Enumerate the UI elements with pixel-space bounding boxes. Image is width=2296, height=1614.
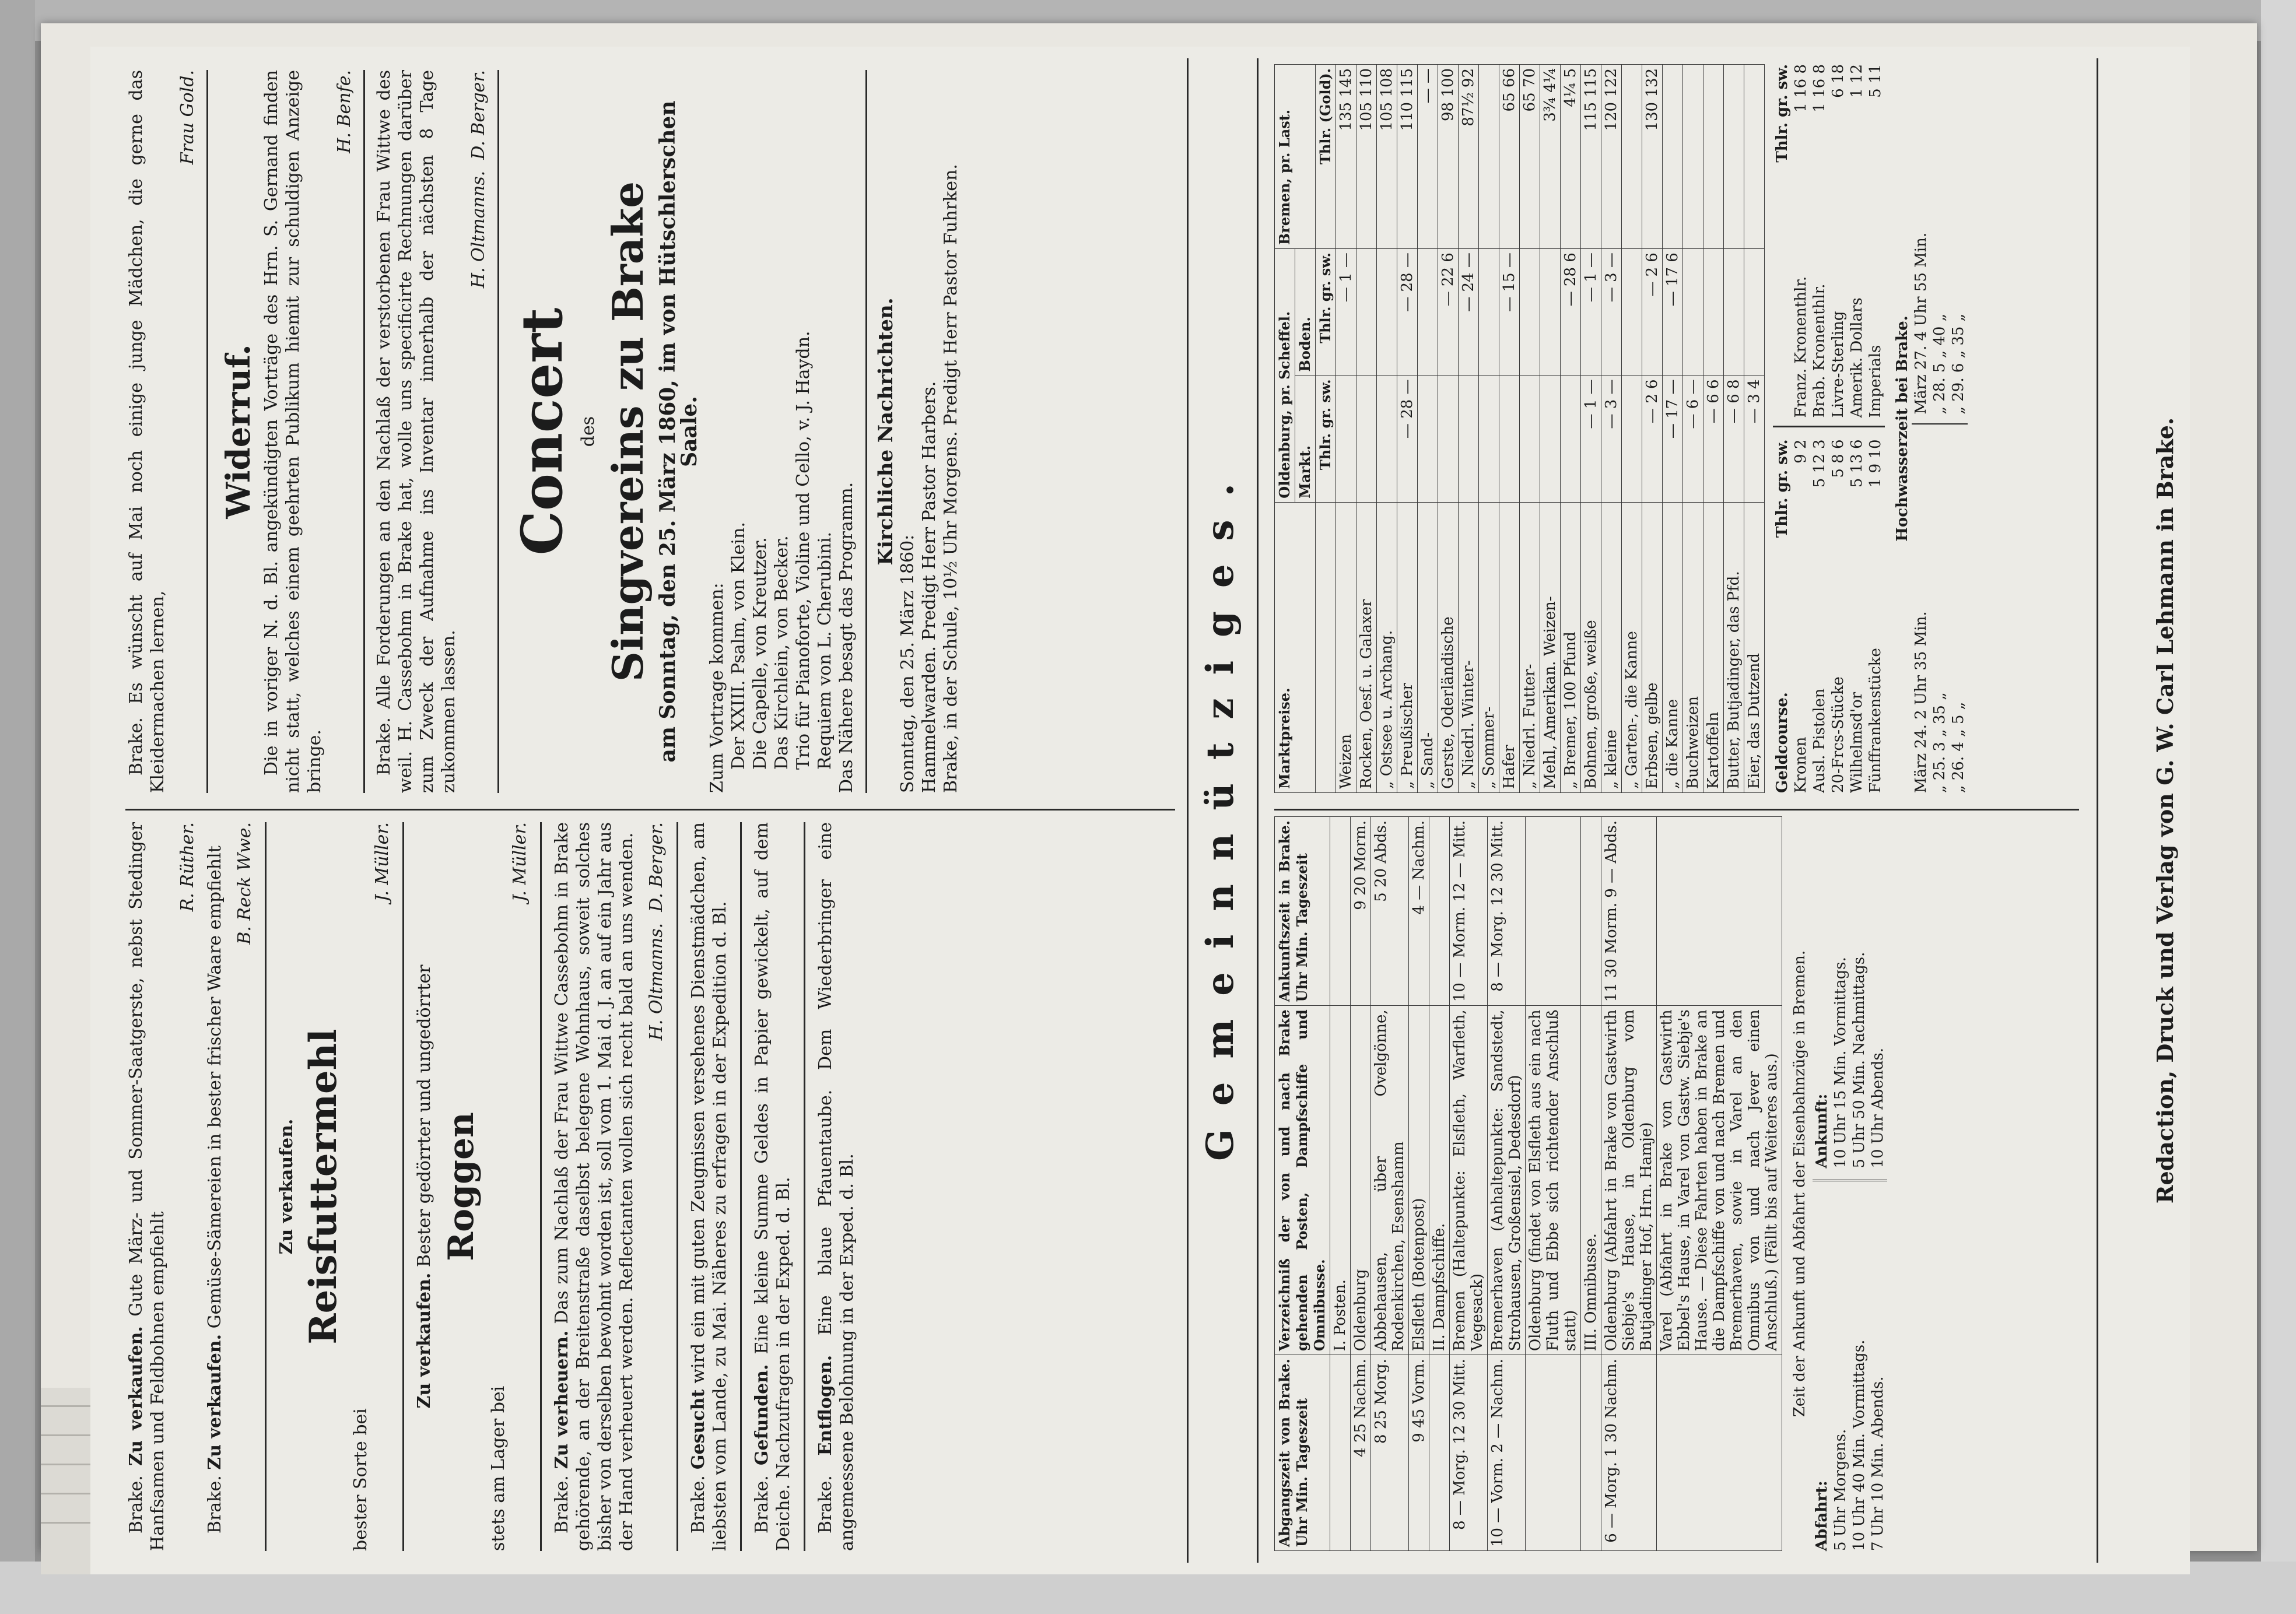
price-boden: — 28 6 <box>1561 249 1581 376</box>
posts-table <box>1274 816 1782 1551</box>
price-bremen: 130 132 <box>1642 65 1663 249</box>
divider <box>540 822 542 1551</box>
route-name: Elsfleth (Botenpost) <box>1409 1006 1429 1355</box>
currency-name: Amerik. Dollars <box>1848 297 1866 418</box>
currency-rate: 1 16 8 <box>1811 64 1828 113</box>
table-row <box>1499 65 1520 793</box>
arrival-time: 9 20 Morm. <box>1351 817 1371 1006</box>
ad-verheuern: Brake. Zu verheuern. Das zum Nachlaß der Frau Wittwe Cassebohm in Brake gehörende, an der Breitenstraße daselbst belegene Wohnhaus, soweit solches bisher von derselben bewohnt worden ist, soll vom 1. Mai d. J. an auf ein Jahr aus der Hand verheuert werden. Reflectanten wollen sich recht bald an uns wenden. <box>552 822 637 1551</box>
price-markt: — 3 — <box>1601 376 1622 502</box>
price-boden: — 17 6 <box>1663 249 1683 376</box>
money-title: Geldcourse. Thlr. gr. sw. <box>1773 439 1791 793</box>
price-bremen: 105 108 <box>1377 65 1397 249</box>
commodity-name: „ Preußischer <box>1397 502 1418 792</box>
arrival-time <box>1429 817 1450 1006</box>
currency-rate: 5 13 6 <box>1848 439 1866 488</box>
commodity-name: „ Bremer, 100 Pfund <box>1561 502 1581 792</box>
route-name: I. Posten. <box>1330 1006 1351 1355</box>
rail-dep-label: Abfahrt: <box>1813 1480 1831 1551</box>
price-markt <box>1438 376 1459 502</box>
widerruf-body: Die in voriger N. d. Bl. angekündigten Vorträge des Hrn. S. Gernand finden nicht statt, welches einem geehrten Publikum hiemit zur schuldigen Anzeige bringe. <box>261 70 325 793</box>
commodity-name: Kartoffeln <box>1703 502 1724 792</box>
currency-name: Franz. Kronenthlr. <box>1792 276 1810 418</box>
price-boden: — 22 6 <box>1438 249 1459 376</box>
list-item <box>1866 64 1885 418</box>
currency-rate: 5 11 <box>1867 64 1884 98</box>
currency-rate: 5 12 3 <box>1811 439 1828 488</box>
price-bremen: 3¾ 4¼ <box>1540 65 1561 249</box>
price-markt <box>1561 376 1581 502</box>
departure-time <box>1526 1355 1581 1551</box>
column-rule <box>125 809 1175 810</box>
currency-rate: 9 2 <box>1792 439 1810 464</box>
price-bremen <box>1479 65 1499 249</box>
currency-rate: 1 16 8 <box>1792 64 1810 113</box>
gemeinnuetziges-heading: Gemeinnütziges. <box>1198 460 1242 1161</box>
table-row <box>1336 65 1356 793</box>
church-title: Kirchliche Nachrichten. <box>874 297 898 566</box>
currency-rate: 1 9 10 <box>1867 439 1884 488</box>
price-boden <box>1724 249 1744 376</box>
table-row <box>1438 65 1459 793</box>
money-left <box>1773 440 1885 794</box>
table-row <box>1601 65 1622 793</box>
currency-name: Ausl. Pistolen <box>1811 688 1828 793</box>
tides-right <box>1912 64 1968 426</box>
money-section <box>1773 64 1885 793</box>
ad-roggen-item: Roggen <box>441 1112 482 1261</box>
price-boden <box>1744 249 1765 376</box>
route-name: Varel (Abfahrt in Brake von Gastwirth Ebbel's Hause, in Varel von Gastw. Siebje's Hause. — Diese Fahrten haben in Brake an die Dampfschiffe von und nach Bremen und Bremerhaven, sowie in Varel an den Omnibus von und nach Jever einen Anschluß.) (Fällt bis auf Weiteres aus.) <box>1657 1006 1782 1355</box>
table-row <box>1581 65 1601 793</box>
price-bremen <box>1683 65 1703 249</box>
column-rule <box>1274 809 2079 810</box>
price-boden: — 2 6 <box>1642 249 1663 376</box>
markets-section <box>1274 64 1968 793</box>
money-units: Thlr. gr. sw. <box>1773 64 1791 163</box>
rail-time: 10 Uhr 40 Min. Vormittags. <box>1850 1339 1868 1551</box>
price-markt <box>1499 376 1520 502</box>
colophon: Redaction, Druck und Verlag von G. W. Carl Lehmann in Brake. <box>2152 417 2178 1204</box>
price-markt: — 6 8 <box>1724 376 1744 502</box>
departure-time: 6 — Morg. 1 30 Nachm. <box>1601 1355 1657 1551</box>
table-row <box>1488 817 1526 1551</box>
arrival-time: 8 — Morg. 12 30 Mitt. <box>1488 817 1526 1006</box>
price-markt: — 3 4 <box>1744 376 1765 502</box>
departure-time: 9 45 Vorm. <box>1409 1355 1429 1551</box>
newspaper-page <box>90 47 2190 1574</box>
concert-des: des <box>578 416 598 447</box>
table-row <box>1703 65 1724 793</box>
table-row <box>1581 817 1601 1551</box>
table-row <box>1642 65 1663 793</box>
ad-roggen-intro: Zu verkaufen. Bester gedörrter und ungedörrter <box>414 964 434 1409</box>
tide-row: „ 26. 4 „ 5 „ <box>1950 701 1967 793</box>
rail-time: 5 Uhr Morgens. <box>1832 1429 1849 1551</box>
price-bremen <box>1622 65 1642 249</box>
rail-time: 5 Uhr 50 Min. Nachmittags. <box>1850 952 1868 1169</box>
commodity-name: Erbsen, gelbe <box>1642 502 1663 792</box>
price-boden <box>1683 249 1703 376</box>
table-row <box>1377 65 1397 793</box>
section-rule <box>1187 58 1189 1563</box>
price-boden <box>1703 249 1724 376</box>
price-bremen <box>1703 65 1724 249</box>
price-bremen: 120 122 <box>1601 65 1622 249</box>
list-item <box>1792 440 1810 794</box>
markets-title: Marktpreise. <box>1275 502 1316 792</box>
rail-times <box>1813 816 1887 1551</box>
route-name: Abbehausen, über Ovelgönne, Rodenkirchen, Esenshamm <box>1371 1006 1409 1355</box>
scan-border-left <box>0 0 35 1614</box>
table-row <box>1351 817 1371 1551</box>
price-bremen: — — <box>1418 65 1438 249</box>
rail-arrivals <box>1813 816 1887 1182</box>
ad-signature: B. Reck Wwe. <box>234 822 255 945</box>
price-bremen: 65 66 <box>1499 65 1520 249</box>
table-row <box>1356 65 1377 793</box>
price-bremen: 98 100 <box>1438 65 1459 249</box>
section-rule <box>1257 58 1259 1563</box>
divider <box>363 70 365 793</box>
table-row <box>1450 817 1488 1551</box>
markets-units: Thlr. gr. sw. <box>1316 376 1336 502</box>
price-bremen: 110 115 <box>1397 65 1418 249</box>
divider <box>497 70 499 793</box>
route-name: Oldenburg <box>1351 1006 1371 1355</box>
ad-gesucht: Brake. Gesucht wird ein mit guten Zeugnissen versehenes Dienstmädchen, am liebsten vom Lande, zu Mai. Näheres zu erfragen in der Expedition d. Bl. <box>688 822 730 1551</box>
price-boden <box>1520 249 1540 376</box>
price-bremen <box>1744 65 1765 249</box>
arrival-time: 5 20 Abds. <box>1371 817 1409 1006</box>
markets-gold-units: Thlr. (Gold). <box>1316 65 1336 249</box>
commodity-name: Bohnen, große, weiße <box>1581 502 1601 792</box>
table-row <box>1561 65 1581 793</box>
ad-signature: J. Müller. <box>510 822 530 902</box>
rail-time: 10 Uhr 15 Min. Vormittags. <box>1832 957 1849 1169</box>
price-boden <box>1356 249 1377 376</box>
markets-oldenburg-head: Oldenburg, pr. Scheffel. <box>1275 249 1295 503</box>
price-markt: — 28 — <box>1397 376 1418 502</box>
price-boden <box>1479 249 1499 376</box>
concert-program <box>728 70 836 793</box>
commodity-name: „ Niedrl. Winter- <box>1459 502 1479 792</box>
table-row <box>1683 65 1703 793</box>
divider <box>265 822 267 1551</box>
tides-left <box>1912 443 1968 794</box>
table-row <box>1371 817 1409 1551</box>
markets-units: Thlr. gr. sw. <box>1316 249 1336 376</box>
commodity-name: „ kleine <box>1601 502 1622 792</box>
table-row <box>1657 817 1782 1551</box>
currency-name: Imperials <box>1867 345 1884 418</box>
ad-saatgerste: Brake. Zu verkaufen. Gute März- und Sommer-Saatgerste, nebst Stedinger Hanfsamen und Feldbohnen empfiehlt <box>126 822 168 1551</box>
ad-roggen-prefix: stets am Lager bei <box>488 1385 509 1551</box>
list-item <box>1810 440 1829 794</box>
tides-table <box>1912 64 1968 793</box>
program-item: Das Kirchlein, von Becker. <box>772 535 792 770</box>
ad-reisfuttermehl-prefix: bester Sorte bei <box>350 1408 371 1551</box>
arrival-time <box>1330 817 1351 1006</box>
price-markt <box>1622 376 1642 502</box>
currency-name: Fünffrankenstücke <box>1867 648 1884 793</box>
ad-gefunden: Brake. Gefunden. Eine kleine Summe Geldes in Papier gewickelt, auf dem Deiche. Nachzufragen in der Exped. d. Bl. <box>752 822 794 1551</box>
list-item <box>1810 64 1829 418</box>
divider <box>206 70 208 793</box>
price-markt <box>1479 376 1499 502</box>
price-bremen: 115 115 <box>1581 65 1601 249</box>
arrival-time: 10 — Morm. 12 — Mitt. <box>1450 817 1488 1006</box>
ad-signature: R. Rüther. <box>177 822 198 912</box>
markets-bremen-head: Bremen, pr. Last. <box>1275 65 1316 249</box>
departure-time: 4 25 Nachm. <box>1351 1355 1371 1551</box>
posts-title: Verzeichniß der von und nach Brake gehenden Posten, Dampfschiffe und Omnibusse. <box>1275 1006 1330 1355</box>
currency-name: Kronen <box>1792 736 1810 793</box>
commodity-name: „ Niedrl. Futter- <box>1520 502 1540 792</box>
price-boden: — 1 — <box>1581 249 1601 376</box>
commodity-name: Weizen <box>1336 502 1356 792</box>
table-row <box>1330 817 1351 1551</box>
price-bremen <box>1724 65 1744 249</box>
commodity-name: „ Sand- <box>1418 502 1438 792</box>
currency-name: Livre-Sterling <box>1829 311 1847 418</box>
money-right <box>1773 64 1885 428</box>
markets-markt-head: Markt. <box>1295 376 1316 502</box>
arrival-time: 4 — Nachm. <box>1409 817 1429 1006</box>
tide-row: März 24. 2 Uhr 35 Min. <box>1912 611 1930 793</box>
notice-kleidermachen: Brake. Es wünscht auf Mai noch einige junge Mädchen, die gerne das Kleidermachen lernen, <box>126 70 168 793</box>
tide-row: März 27. 4 Uhr 55 Min. <box>1912 232 1930 415</box>
program-item: Trio für Pianoforte, Violine und Cello, v. J. Haydn. <box>793 331 814 770</box>
ad-signature: H. Oltmanns. D. Berger. <box>468 70 489 289</box>
ad-reisfuttermehl-title: Zu verkaufen. <box>276 1118 297 1255</box>
markets-boden-head: Boden. <box>1295 249 1316 376</box>
ad-signature: H. Benfe. <box>334 70 355 153</box>
commodity-name: Butter, Butjadinger, das Pfd. <box>1724 502 1744 792</box>
rail-time: 7 Uhr 10 Min. Abends. <box>1869 1376 1887 1551</box>
notice-forderungen: Brake. Alle Forderungen an den Nachlaß der verstorbenen Frau Wittwe des weil. H. Cassebohm in Brake hat, wolle uns specificirte Rechnungen darüber zum Zweck der Aufnahme ins Inventar innerhalb der nächsten 8 Tage zukommen lassen. <box>374 70 459 793</box>
table-row <box>1540 65 1561 793</box>
price-bremen <box>1663 65 1683 249</box>
price-markt: — 2 6 <box>1642 376 1663 502</box>
table-row <box>1459 65 1479 793</box>
program-item: Die Capelle, von Kreutzer. <box>750 537 770 770</box>
scan-border-right <box>2261 0 2296 1614</box>
table-row <box>1520 65 1540 793</box>
table-row <box>1622 65 1642 793</box>
price-boden: — 24 — <box>1459 249 1479 376</box>
divider <box>804 822 805 1551</box>
price-boden: — 1 — <box>1336 249 1356 376</box>
route-name: Oldenburg (Abfahrt in Brake von Gastwirth Siebje's Hause, in Oldenburg vom Butjadinger Hof, Hrn. Hamje) <box>1601 1006 1657 1355</box>
commodity-name: Rocken, Oesf. u. Galaxer <box>1356 502 1377 792</box>
commodity-name: Buchweizen <box>1683 502 1703 792</box>
table-row <box>1418 65 1438 793</box>
route-name: Oldenburg (findet von Elsfleth aus ein nach Fluth und Ebbe sich richtender Anschluß statt) <box>1526 1006 1581 1355</box>
price-markt: — 6 6 <box>1703 376 1724 502</box>
departure-time <box>1330 1355 1351 1551</box>
price-bremen: 65 70 <box>1520 65 1540 249</box>
arrival-time <box>1526 817 1581 1006</box>
church-line: Hammelwarden. Predigt Herr Pastor Harbers. <box>919 381 940 793</box>
arrival-time <box>1657 817 1782 1006</box>
currency-rate: 5 8 6 <box>1829 439 1847 478</box>
price-boden <box>1377 249 1397 376</box>
route-name: II. Dampfschiffe. <box>1429 1006 1450 1355</box>
church-line: Brake, in der Schule, 10½ Uhr Morgens. Predigt Herr Pastor Fuhrken. <box>941 164 961 793</box>
church-line: Sonntag, den 25. März 1860: <box>898 534 918 793</box>
price-bremen: 87½ 92 <box>1459 65 1479 249</box>
table-row <box>1429 817 1450 1551</box>
table-row <box>1397 65 1418 793</box>
widerruf-title: Widerruf. <box>219 344 258 519</box>
price-boden <box>1540 249 1561 376</box>
posts-col-arrival: Ankunftszeit in Brake. Uhr Min. Tageszeit <box>1275 817 1330 1006</box>
currency-name: Brab. Kronenthlr. <box>1811 283 1828 418</box>
price-bremen: 135 145 <box>1336 65 1356 249</box>
price-markt: — 6 — <box>1683 376 1703 502</box>
list-item <box>1848 440 1866 794</box>
concert-note: Das Nähere besagt das Programm. <box>836 482 857 793</box>
rail-title: Zeit der Ankunft und Abfahrt der Eisenbahnzüge in Bremen. <box>1791 950 1808 1417</box>
posts-col-departure: Abgangszeit von Brake. Uhr Min. Tageszeit <box>1275 1355 1330 1551</box>
table-row <box>1479 65 1499 793</box>
commodity-name: „ Garten-, die Kanne <box>1622 502 1642 792</box>
departure-time: 10 — Vorm. 2 — Nachm. <box>1488 1355 1526 1551</box>
rail-arr-label: Ankunft: <box>1813 1093 1831 1169</box>
price-markt: — 17 — <box>1663 376 1683 502</box>
ad-signature: H. Oltmanns. D. Berger. <box>646 822 667 1041</box>
tides-title: Hochwasserzeit bei Brake. <box>1894 315 1911 542</box>
price-markt <box>1377 376 1397 502</box>
ad-entflogen: Brake. Entflogen. Eine blaue Pfauentaube. Dem Wiederbringer eine angemessene Belohnung in der Exped. d. Bl. <box>815 822 857 1551</box>
commodity-name: „ Sommer- <box>1479 502 1499 792</box>
ads-column-left <box>125 822 866 1551</box>
list-item <box>1792 64 1810 418</box>
table-row <box>1724 65 1744 793</box>
arrival-time: 11 30 Morm. 9 — Abds. <box>1601 817 1657 1006</box>
price-markt <box>1418 376 1438 502</box>
colophon-rule <box>2097 58 2098 1563</box>
price-boden: — 3 — <box>1601 249 1622 376</box>
program-item: Der XXIII. Psalm, von Klein. <box>728 522 749 770</box>
commodity-name: Hafer <box>1499 502 1520 792</box>
departure-time <box>1429 1355 1450 1551</box>
currency-name: 20-Frcs-Stücke <box>1829 676 1847 793</box>
ads-column-right <box>125 70 962 793</box>
tide-row: „ 28. 5 „ 40 „ <box>1931 313 1948 415</box>
market-prices-table <box>1274 64 1765 793</box>
commodity-name: Mehl, Amerikan. Weizen- <box>1540 502 1561 792</box>
price-boden <box>1418 249 1438 376</box>
commodity-name: Gerste, Oderländische <box>1438 502 1459 792</box>
concert-title: Concert <box>509 307 575 556</box>
departure-time: 8 — Morg. 12 30 Mitt. <box>1450 1355 1488 1551</box>
table-row <box>1601 817 1657 1551</box>
table-row <box>1526 817 1581 1551</box>
currency-rate: 1 12 <box>1848 64 1866 98</box>
rail-departures <box>1813 1199 1887 1552</box>
divider <box>740 822 742 1551</box>
ad-saemereien: Brake. Zu verkaufen. Gemüse-Sämereien in bester frischer Waare empfiehlt <box>205 845 225 1534</box>
price-markt <box>1459 376 1479 502</box>
divider <box>865 70 867 793</box>
price-boden <box>1622 249 1642 376</box>
price-bremen: 4¼ 5 <box>1561 65 1581 249</box>
departure-time <box>1657 1355 1782 1551</box>
route-name: III. Omnibusse. <box>1581 1006 1601 1355</box>
list-item <box>1829 440 1848 794</box>
list-item <box>1829 64 1848 418</box>
currency-rate: 6 18 <box>1829 64 1847 98</box>
concert-program-intro: Zum Vortrage kommen: <box>707 583 727 793</box>
ad-reisfuttermehl-item: Reisfuttermehl <box>302 1029 345 1345</box>
route-name: Bremen (Haltepunkte: Elsfleth, Warfleth, Vegesack) <box>1450 1006 1488 1355</box>
currency-name: Wilhelmsd'or <box>1848 692 1866 793</box>
divider <box>402 822 404 1551</box>
price-markt <box>1520 376 1540 502</box>
price-markt <box>1540 376 1561 502</box>
ad-signature: J. Müller. <box>372 822 392 902</box>
concert-society: Singvereins zu Brake <box>603 181 653 682</box>
price-bremen: 105 110 <box>1356 65 1377 249</box>
price-markt <box>1336 376 1356 502</box>
departure-time: 8 25 Morg. <box>1371 1355 1409 1551</box>
concert-date: am Sonntag, den 25. März 1860, im von Hütschlerschen Saale. <box>656 100 702 763</box>
table-row <box>1409 817 1429 1551</box>
program-item: Requiem von L. Cherubini. <box>815 531 835 770</box>
price-boden: — 15 — <box>1499 249 1520 376</box>
rail-time: 10 Uhr Abends. <box>1869 1047 1887 1169</box>
route-name: Bremerhaven (Anhaltepunkte: Sandstedt, Strohausen, Großensiel, Dedesdorf) <box>1488 1006 1526 1355</box>
list-item <box>1848 64 1866 418</box>
arrival-time <box>1581 817 1601 1006</box>
commodity-name: „ die Kanne <box>1663 502 1683 792</box>
departure-time <box>1581 1355 1601 1551</box>
tide-row: „ 25. 3 „ 35 „ <box>1931 692 1948 793</box>
price-markt <box>1356 376 1377 502</box>
table-row <box>1663 65 1683 793</box>
commodity-name: „ Ostsee u. Archang. <box>1377 502 1397 792</box>
list-item <box>1866 440 1885 794</box>
posts-section <box>1274 816 1887 1551</box>
ad-signature: Frau Gold. <box>177 70 198 165</box>
price-boden: — 28 — <box>1397 249 1418 376</box>
price-markt: — 1 — <box>1581 376 1601 502</box>
table-row <box>1744 65 1765 793</box>
tide-row: „ 29. 6 „ 35 „ <box>1950 313 1967 415</box>
commodity-name: Eier, das Dutzend <box>1744 502 1765 792</box>
divider <box>676 822 678 1551</box>
